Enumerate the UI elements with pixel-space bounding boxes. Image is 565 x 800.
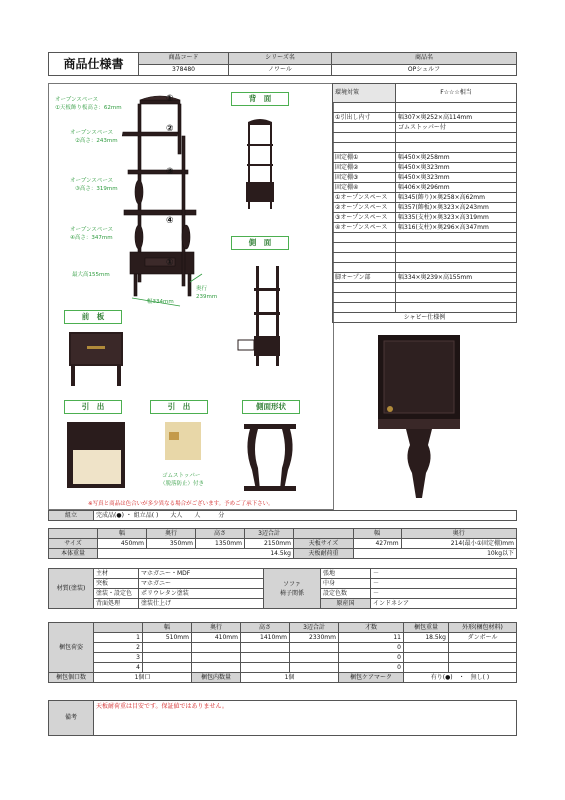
open-space-4-height: ④高さ：347mm [70, 235, 113, 241]
shabby-sample-image [376, 333, 462, 503]
size-sum: 2150mm [245, 539, 294, 549]
packing-header-mat: 外形(梱包材料) [449, 623, 517, 633]
material-table [48, 568, 517, 609]
spec-label [333, 123, 396, 133]
packing-sum: 2330mm [290, 633, 339, 643]
page-title: 商品仕様書 [49, 53, 139, 76]
spec-value: 幅357(飾板)×奥323×高243mm [396, 203, 517, 213]
open-space-4: オープンスペース [70, 227, 114, 233]
sofa-value: － [371, 569, 517, 579]
size-label: サイズ [49, 539, 98, 549]
top-header-d: 奥行 [401, 529, 516, 539]
packing-sai: 0 [339, 653, 404, 663]
assembly-table [48, 510, 517, 521]
material-value: 塗装仕上げ [139, 599, 264, 609]
marker-1: ① [166, 94, 174, 104]
packing-mat [449, 653, 517, 663]
depth-dim-label: 奥行 [196, 286, 208, 292]
packing-w [143, 653, 192, 663]
front-panel-image [65, 328, 127, 388]
spec-value: 幅335(支柱)×奥323×高319mm [396, 213, 517, 223]
packing-sai: 0 [339, 643, 404, 653]
size-table [48, 528, 517, 559]
spec-value: 幅406×奥296mm [396, 183, 517, 193]
material-key: 塗装・設定色 [94, 589, 139, 599]
packing-row-num: 4 [94, 663, 143, 673]
sofa-value: － [371, 589, 517, 599]
packing-header-count: 才数 [339, 623, 404, 633]
name-value: OPシェルフ [332, 64, 517, 76]
spec-value: 幅334×奥239×高155mm [396, 273, 517, 283]
drawer-label-2: 引 出 [150, 400, 208, 414]
size-h: 1350mm [196, 539, 245, 549]
packing-kg: 18.5kg [404, 633, 449, 643]
table-row [49, 663, 517, 673]
packing-sai: 0 [339, 663, 404, 673]
packing-kg [404, 643, 449, 653]
weight-value: 14.5kg [98, 549, 294, 559]
packing-sai: 11 [339, 633, 404, 643]
back-view-label: 背 面 [231, 92, 289, 106]
material-value: ポリウレタン塗装 [139, 589, 264, 599]
width-dim: 幅334mm [147, 299, 174, 305]
main-product-image [110, 92, 220, 307]
shabby-label: シャビー仕様例 [333, 313, 517, 323]
top-header-w: 幅 [354, 529, 402, 539]
spec-value: 幅450×奥258mm [396, 153, 517, 163]
material-key: 背面処理 [94, 599, 139, 609]
size-w: 450mm [98, 539, 147, 549]
marker-5: ① [166, 258, 174, 268]
packing-d [192, 653, 241, 663]
spec-value: 幅450×奥323mm [396, 163, 517, 173]
material-key: 主材 [94, 569, 139, 579]
packing-d [192, 643, 241, 653]
open-space-3-height: ③高さ：319mm [75, 186, 118, 192]
spec-value: 幅307×奥252×高114mm [396, 113, 517, 123]
packing-h: 1410mm [241, 633, 290, 643]
packing-mat [449, 643, 517, 653]
side-shape-label: 側面形状 [242, 400, 300, 414]
packing-sum [290, 653, 339, 663]
series-value: ノワール [229, 64, 332, 76]
assembly-value: 完成品(●) ・ 組立品( ) 大人 人 分 [94, 511, 517, 521]
spec-label: ①引出し内寸 [333, 113, 396, 123]
front-panel-label: 前 板 [64, 310, 122, 324]
packing-w: 510mm [143, 633, 192, 643]
size-header-h: 高さ [196, 529, 245, 539]
marker-2: ② [166, 124, 174, 134]
packing-kg [404, 663, 449, 673]
table-row [49, 643, 517, 653]
open-space-3: オープンスペース [70, 178, 114, 184]
depth-dim-value: 239mm [196, 294, 218, 300]
drawer-image-2 [163, 420, 203, 462]
top-w: 427mm [354, 539, 402, 549]
open-space-2: オープンスペース [70, 130, 114, 136]
packing-inner-label: 梱包内数量 [192, 673, 241, 683]
packing-header-h: 高さ [241, 623, 290, 633]
table-row [49, 633, 517, 643]
packing-count: 1個口 [94, 673, 192, 683]
drawer-label-1: 引 出 [64, 400, 122, 414]
packing-w [143, 663, 192, 673]
material-label: 材質(塗装) [49, 569, 94, 609]
spec-value: 幅345(飾り)×奥258×高62mm [396, 193, 517, 203]
open-space-1-height: ①天板飾り板高さ：62mm [55, 105, 122, 111]
series-label: シリーズ名 [229, 53, 332, 65]
weight-label: 本体重量 [49, 549, 98, 559]
packing-d [192, 663, 241, 673]
spec-table [332, 83, 517, 323]
top-d: 214(最小①固定棚)mm [401, 539, 516, 549]
spec-label: ①オープンスペース [333, 193, 396, 203]
packing-row-num: 2 [94, 643, 143, 653]
spec-value: ゴムストッパー付 [396, 123, 517, 133]
spec-label: ③オープンスペース [333, 213, 396, 223]
photo-note: ※写真と商品は色合いが多少異なる場合がございます。予めご了承下さい。 [88, 501, 274, 507]
packing-row-num: 3 [94, 653, 143, 663]
remarks-text: 天板耐荷重は目安です。保証値ではありません。 [94, 701, 517, 736]
open-space-2-height: ②高さ：243mm [75, 138, 118, 144]
sofa-label-line1: ソファ [283, 580, 301, 588]
packing-header-weight: 梱包重量 [404, 623, 449, 633]
remarks-label: 備考 [49, 701, 94, 736]
size-d: 350mm [147, 539, 196, 549]
back-view-image [242, 116, 278, 211]
spec-value-env: F☆☆☆相当 [396, 84, 517, 103]
drawer-image-1 [65, 420, 127, 490]
material-value: マホガニー [139, 579, 264, 589]
spec-label-env: 環境対策 [333, 84, 396, 103]
spec-label: 脚オープン部 [333, 273, 396, 283]
assembly-label: 組立 [49, 511, 94, 521]
material-value: マホガニー・MDF [139, 569, 264, 579]
packing-table [48, 622, 517, 683]
remarks-table [48, 700, 517, 736]
packing-w [143, 643, 192, 653]
table-row [49, 653, 517, 663]
header-table [48, 52, 517, 76]
spec-label: 固定棚② [333, 163, 396, 173]
packing-inner: 1個 [241, 673, 339, 683]
load-value: 10kg以下 [354, 549, 517, 559]
stopper-note-1: ゴムストッパー [162, 473, 201, 479]
packing-count-label: 梱包個口数 [49, 673, 94, 683]
packing-d: 410mm [192, 633, 241, 643]
packing-label: 梱包荷姿 [49, 623, 94, 673]
packing-header-sum: 3辺合計 [290, 623, 339, 633]
care-mark-label: 梱包ケアマーク [339, 673, 404, 683]
spec-label: 固定棚④ [333, 183, 396, 193]
sofa-label [264, 569, 321, 609]
spec-value: 幅316(支柱)×奥296×高347mm [396, 223, 517, 233]
sofa-key: 中身 [321, 579, 371, 589]
packing-kg [404, 653, 449, 663]
origin-key: 原産国 [321, 599, 371, 609]
packing-h [241, 643, 290, 653]
size-header-w: 幅 [98, 529, 147, 539]
side-shape-image [240, 420, 300, 495]
stopper-note-2: （脱落防止）付き [160, 481, 205, 487]
origin-value: インドネシア [371, 599, 517, 609]
spec-label: ②オープンスペース [333, 203, 396, 213]
spec-label: ④オープンスペース [333, 223, 396, 233]
side-view-image [236, 262, 286, 372]
side-view-label: 側 面 [231, 236, 289, 250]
packing-mat: ダンボール [449, 633, 517, 643]
packing-h [241, 663, 290, 673]
packing-h [241, 653, 290, 663]
packing-mat [449, 663, 517, 673]
name-label: 商品名 [332, 53, 517, 65]
size-header-sum: 3辺合計 [245, 529, 294, 539]
packing-row-num: 1 [94, 633, 143, 643]
packing-sum [290, 663, 339, 673]
code-value: 378480 [139, 64, 229, 76]
sofa-key: 設定色数 [321, 589, 371, 599]
packing-header-w: 幅 [143, 623, 192, 633]
size-header-d: 奥行 [147, 529, 196, 539]
marker-3: ③ [166, 167, 174, 177]
spec-label: 固定棚① [333, 153, 396, 163]
sofa-value: － [371, 579, 517, 589]
spec-value: 幅450×奥323mm [396, 173, 517, 183]
code-label: 商品コード [139, 53, 229, 65]
open-space-1: オープンスペース [55, 97, 99, 103]
sofa-key: 張地 [321, 569, 371, 579]
sofa-label-line2: 椅子関係 [279, 589, 304, 597]
load-label: 天板耐荷重 [294, 549, 354, 559]
top-size-label: 天板サイズ [294, 539, 354, 549]
spec-label: 固定棚③ [333, 173, 396, 183]
packing-sum [290, 643, 339, 653]
leg-height: 最大高155mm [72, 272, 110, 278]
packing-header-d: 奥行 [192, 623, 241, 633]
care-mark-value: 有り(●) ・ 無し( ) [404, 673, 517, 683]
material-key: 突板 [94, 579, 139, 589]
marker-4: ④ [166, 216, 174, 226]
